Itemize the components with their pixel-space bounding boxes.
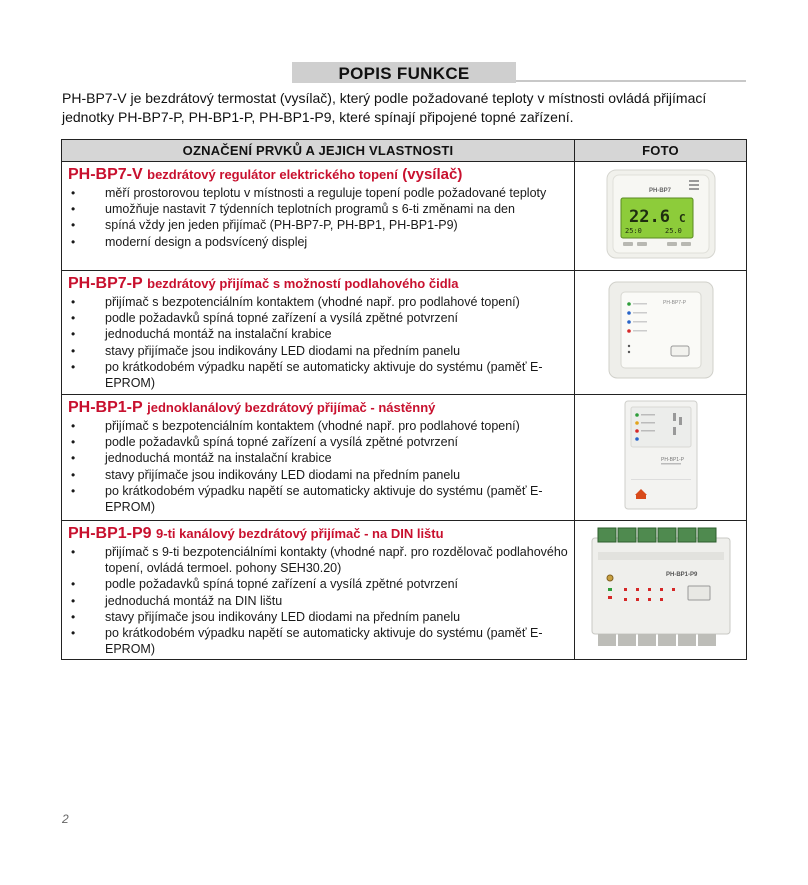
- row-photo: [575, 271, 747, 395]
- list-item: • podle požadavků spíná topné zařízení a vysílá zpětné potvrzení: [68, 310, 568, 326]
- device-label: PH-BP1-P: [660, 457, 684, 463]
- list-item: • spíná vždy jen jeden přijímač (PH-BP7-P, PH-BP1, PH-BP1-P9): [68, 217, 568, 233]
- product-code: PH-BP1-P9: [68, 525, 152, 542]
- product-heading: [68, 398, 568, 418]
- feature-list: [68, 418, 568, 515]
- header-photo: FOTO: [575, 140, 747, 162]
- table-header-row: [62, 140, 747, 162]
- display-time: 25:0: [624, 226, 642, 235]
- table-row: [62, 271, 747, 395]
- list-item: • po krátkodobém výpadku napětí se automaticky aktivuje do systému (paměť E-EPROM): [68, 359, 568, 391]
- feature-list: [68, 185, 568, 250]
- display-unit: C: [678, 211, 686, 225]
- row-description: [62, 521, 575, 660]
- list-item: • stavy přijímače jsou indikovány LED diodami na předním panelu: [68, 467, 568, 483]
- intro-paragraph: PH-BP7-V je bezdrátový termostat (vysílač), který podle požadované teploty v místnosti ovládá přijímací jednotky PH-BP7-P, PH-BP1-P, PH-BP1-P9, které spínají připojené topné zařízení.: [62, 90, 707, 125]
- led-blue: [627, 311, 631, 315]
- list-item: • stavy přijímače jsou indikovány LED diodami na předním panelu: [68, 343, 568, 359]
- product-subtitle: bezdrátový přijímač s možností podlahového čidla: [147, 276, 459, 291]
- display-temperature: 22.6: [628, 206, 670, 227]
- list-item: • umožňuje nastavit 7 týdenních teplotních programů s 6-ti změnami na den: [68, 201, 568, 217]
- led-green: [627, 302, 631, 306]
- product-code: PH-BP1-P: [68, 399, 143, 416]
- led-red: [627, 329, 631, 333]
- device-label: PH-BP7: [648, 187, 671, 194]
- row-photo: [575, 162, 747, 271]
- row-description: [62, 162, 575, 271]
- display-aux: 25.0: [664, 226, 682, 235]
- row-photo: [575, 395, 747, 521]
- led-blue: [627, 320, 631, 324]
- list-item: • moderní design a podsvícený displej: [68, 234, 568, 250]
- list-item: • jednoduchá montáž na DIN lištu: [68, 593, 568, 609]
- list-item: • přijímač s bezpotenciálním kontaktem (vhodné např. pro podlahové topení): [68, 418, 568, 434]
- device-label: PH-BP7-P: [662, 300, 686, 306]
- list-item: • přijímač s 9-ti bezpotenciálními kontakty (vhodné např. pro rozdělovač podlahového topení, ovládá termoel. pohony SEH30.20): [68, 544, 568, 576]
- page-title: POPIS FUNKCE: [292, 62, 516, 83]
- device-label: PH-BP1-P9: [665, 571, 697, 578]
- table-row: [62, 521, 747, 660]
- product-subtitle: bezdrátový regulátor elektrického topení: [147, 167, 398, 182]
- product-heading: [68, 274, 568, 294]
- list-item: • po krátkodobém výpadku napětí se automaticky aktivuje do systému (paměť E-EPROM): [68, 483, 568, 515]
- row-description: [62, 271, 575, 395]
- product-subtitle: jednoklanálový bezdrátový přijímač - nástěnný: [147, 400, 436, 415]
- page-number: 2: [62, 812, 69, 826]
- list-item: • stavy přijímače jsou indikovány LED diodami na předním panelu: [68, 609, 568, 625]
- feature-list: [68, 294, 568, 391]
- product-heading: [68, 524, 568, 544]
- list-item: • přijímač s bezpotenciálním kontaktem (vhodné např. pro podlahové topení): [68, 294, 568, 310]
- product-subtitle-extra: (vysílač): [402, 166, 463, 183]
- product-code: PH-BP7-V: [68, 166, 143, 183]
- list-item: • podle požadavků spíná topné zařízení a vysílá zpětné potvrzení: [68, 576, 568, 592]
- list-item: • jednoduchá montáž na instalační krabice: [68, 326, 568, 342]
- list-item: • po krátkodobém výpadku napětí se automaticky aktivuje do systému (paměť E-EPROM): [68, 625, 568, 657]
- receiver-photo: [607, 280, 715, 380]
- thermostat-photo: [605, 166, 717, 262]
- list-item: • jednoduchá montáž na instalační krabice: [68, 450, 568, 466]
- din-receiver-photo: [588, 524, 734, 652]
- product-heading: [68, 165, 568, 185]
- row-photo: [575, 521, 747, 660]
- product-subtitle: 9-ti kanálový bezdrátový přijímač - na DIN lištu: [156, 526, 444, 541]
- header-description: OZNAČENÍ PRVKŮ A JEJICH VLASTNOSTI: [62, 140, 575, 162]
- row-description: [62, 395, 575, 521]
- list-item: • podle požadavků spíná topné zařízení a vysílá zpětné potvrzení: [68, 434, 568, 450]
- wall-receiver-photo: [621, 399, 701, 511]
- product-code: PH-BP7-P: [68, 275, 143, 292]
- features-table: [61, 139, 747, 660]
- table-row: [62, 395, 747, 521]
- feature-list: [68, 544, 568, 657]
- table-row: [62, 162, 747, 271]
- list-item: • měří prostorovou teplotu v místnosti a reguluje topení podle požadované teploty: [68, 185, 568, 201]
